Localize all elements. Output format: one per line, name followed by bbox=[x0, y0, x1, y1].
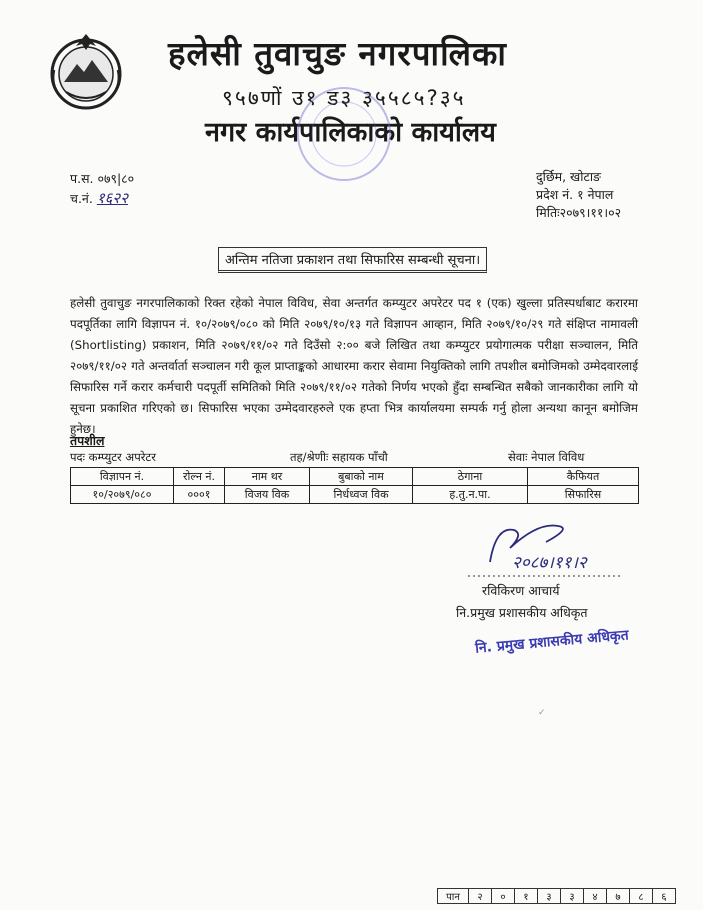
table-cell: विजय विक bbox=[225, 486, 310, 504]
office-title: नगर कार्यपालिकाको कार्यालय bbox=[205, 117, 496, 148]
page-strip-digit: ६ bbox=[653, 889, 676, 904]
page-strip-digit: ३ bbox=[538, 889, 561, 904]
chalani-value: १६२२ bbox=[96, 189, 129, 207]
patra-sankhya: प.स. ०७९|८० bbox=[70, 171, 135, 186]
notice-subject: अन्तिम नतिजा प्रकाशन तथा सिफारिस सम्बन्धी सूचना। bbox=[218, 247, 487, 273]
notice-body: हलेसी तुवाचुङ नगरपालिकाको रिक्त रहेको नेपाल विविध, सेवा अन्तर्गत कम्प्युटर अपरेटर पद १ (एक) खुल्ला प्रतिस्पर्धाबाट करारमा पदपूर्तिका लागि विज्ञापन नं. १०/२०७९/०८० को मिति २०७९/१०/१३ गते विज्ञापन आव्हान, मिति २०७९/१०/२९ गते संक्षिप्त नामावली (Shortlisting) प्रकाशन, मिति २०७९/११/०२ गते दिउँसो २:०० बजे लिखित तथा कम्प्युटर प्रयोगात्मक परीक्षा सञ्चालन, मिति २०७९/११/०२ गते अन्तर्वार्ता सञ्चालन गरी कूल प्राप्ताङ्कको आधारमा करार सेवामा नियुक्तिको लागि तपशील बमोजिमको उम्मेदवारलाई सिफारिस गर्ने करार कर्मचारी पदपूर्ती समितिको मिति २०७९/११/०२ गतेको निर्णय भएको हुँदा सम्बन्धित सबैको जानकारीका लागि यो सूचना प्रकाशित गरिएको छ। सिफारिस भएका उम्मेदवारहरुले एक हप्ता भित्र कार्यालयमा सम्पर्क गर्नु होला अन्यथा कानून बमोजिम हुनेछ। bbox=[70, 296, 638, 436]
page-strip-digit: ३ bbox=[561, 889, 584, 904]
page-strip-label: पान bbox=[438, 889, 469, 904]
table-header-cell: नाम थर bbox=[225, 468, 310, 486]
table-cell: निर्धध्वज विक bbox=[310, 486, 413, 504]
signature-date: २०८७।११।२ bbox=[512, 553, 587, 573]
details-title: तपशील bbox=[70, 433, 105, 448]
table-cell: ह.तु.न.पा. bbox=[413, 486, 528, 504]
signatory-name: रविकिरण आचार्य bbox=[482, 583, 560, 598]
table-cell: सिफारिस bbox=[528, 486, 639, 504]
address-line-1: दुर्छिम, खोटाङ bbox=[536, 169, 602, 184]
signatory-stamp: नि. प्रमुख प्रशासकीय अधिकृत bbox=[474, 627, 630, 657]
table-header-cell: ठेगाना bbox=[413, 468, 528, 486]
level-label: तह/श्रेणीः सहायक पाँचौ bbox=[290, 450, 388, 464]
document-date: मितिः२०७९।११।०२ bbox=[536, 205, 622, 220]
municipality-title: हलेसी तुवाचुङ नगरपालिका bbox=[168, 34, 507, 73]
office-stamp-icon bbox=[292, 82, 396, 186]
table-header-cell: विज्ञापन नं. bbox=[71, 468, 174, 486]
page-strip-digit: ८ bbox=[630, 889, 653, 904]
nepal-emblem-icon bbox=[44, 30, 128, 112]
table-header-cell: बुबाको नाम bbox=[310, 468, 413, 486]
table-header-cell: रोल्न नं. bbox=[174, 468, 225, 486]
table-header-cell: कैफियत bbox=[528, 468, 639, 486]
chalani-number bbox=[70, 188, 128, 208]
table-cell: १०/२०७९/०८० bbox=[71, 486, 174, 504]
header-number: ९५७णों उ१ ड३ ३५५८५?३५ bbox=[222, 86, 466, 110]
page-strip-digit: ० bbox=[492, 889, 515, 904]
address-line-2: प्रदेश नं. १ नेपाल bbox=[536, 187, 614, 202]
table-header-row bbox=[71, 468, 639, 486]
post-label: पदः कम्प्युटर अपरेटर bbox=[70, 450, 156, 464]
page-strip-digit: २ bbox=[469, 889, 492, 904]
table-cell: ०००१ bbox=[174, 486, 225, 504]
table-row bbox=[71, 486, 639, 504]
page-strip-digit: ७ bbox=[607, 889, 630, 904]
service-label: सेवाः नेपाल विविध bbox=[508, 450, 585, 464]
pen-mark: ✓ bbox=[538, 708, 546, 718]
signatory-post: नि.प्रमुख प्रशासकीय अधिकृत bbox=[456, 605, 588, 620]
handwritten-signature bbox=[450, 512, 640, 584]
chalani-label: च.नं. bbox=[70, 191, 93, 206]
page-strip-digit: १ bbox=[515, 889, 538, 904]
page-number-strip bbox=[437, 888, 676, 904]
page-strip-digit: ४ bbox=[584, 889, 607, 904]
result-table bbox=[70, 467, 639, 504]
